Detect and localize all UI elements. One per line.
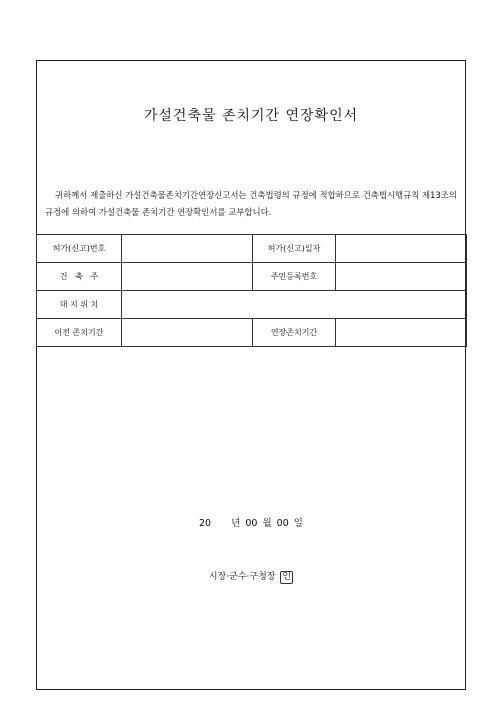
owner-label: 건 축 주	[37, 263, 122, 291]
document-title: 가설건축물 존치기간 연장확인서	[143, 108, 359, 124]
signer-name: 시장·군수·구청장	[208, 572, 276, 582]
seal-mark: 인	[282, 572, 292, 582]
permit-date-label: 허가(신고)일자	[253, 235, 336, 263]
table-row	[37, 291, 467, 319]
signer-line	[37, 569, 465, 584]
table-row	[37, 263, 467, 291]
info-table	[36, 234, 467, 347]
table-row	[37, 319, 467, 347]
resident-number-label: 주민등록번호	[253, 263, 336, 291]
site-location-label: 대 지 위 치	[37, 291, 122, 319]
extended-period-value	[336, 319, 467, 347]
resident-number-value	[336, 263, 467, 291]
previous-period-label: 이전 존치기간	[37, 319, 122, 347]
previous-period-value	[122, 319, 253, 347]
permit-date-value	[336, 235, 467, 263]
owner-value	[122, 263, 253, 291]
body-paragraph: 귀하께서 제출하신 가설건축물존치기간연장신고서는 건축법령의 규정에 적합하므로 건축법시행규칙 제13조의 규정에 의하여 가설건축물 존치기간 연장확인서를 교부합니다.	[45, 190, 457, 217]
site-location-value	[122, 291, 467, 319]
permit-number-label: 허가(신고)번호	[37, 235, 122, 263]
permit-number-value	[122, 235, 253, 263]
table-row	[37, 235, 467, 263]
issue-date: 20 년 00 월 00 일	[199, 518, 303, 529]
form-border	[36, 60, 466, 690]
extended-period-label: 연장존치기간	[253, 319, 336, 347]
